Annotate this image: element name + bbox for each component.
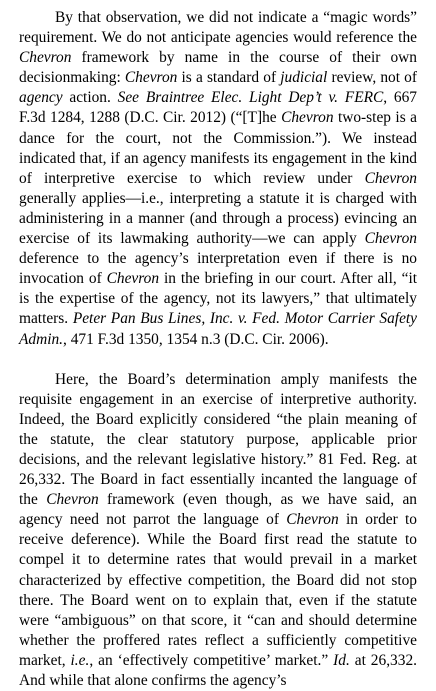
text-run: , an ‘effectively competitive’ market.” bbox=[89, 651, 334, 669]
italic-text-run: See Braintree Elec. Light Dep’t v. FERC bbox=[117, 89, 384, 107]
italic-text-run: Peter Pan Bus Lines, Inc. v. Fed. Motor Carrier Safety Admin. bbox=[19, 310, 418, 348]
text-run: in the briefing in our court. After all, “it is the expertise of the agency, not its lawyers,” that ultimately matters. bbox=[19, 270, 417, 328]
italic-text-run: i.e. bbox=[70, 651, 90, 669]
text-run: framework (even though, as we have said, an agency need not parrot the language of bbox=[19, 491, 418, 529]
text-run: in order to receive deference). While the Board first read the statute to compel it to determine rates that would prevail in a market characterized by effective competition, the Board did not stop there. The Board went on to explain that, even if the statute were “ambiguous” on that score, it “can and should determine whether the proffered rates reflect a sufficiently competitive market, bbox=[19, 511, 417, 669]
italic-text-run: judicial bbox=[280, 69, 328, 87]
italic-text-run: Chevron bbox=[46, 491, 99, 509]
italic-text-run: Chevron bbox=[281, 109, 334, 127]
text-run: framework by name in the course of their own decisionmaking: bbox=[19, 49, 417, 87]
text-run: Here, the Board’s determination amply manifests the requisite engagement in an exercise of interpretive authority. Indeed, the Board explicitly considered “the plain meaning of the statute, the clear statutory purpose, applicable prior decisions, and the relevant legislative history.” 81 Fed. Reg. at 26,332. The Board in fact essentially incanted the language of the bbox=[19, 370, 417, 509]
text-run: two-step is a dance for the court, not the Commission.”). We instead indicated that, if an agency manifests its engagement in the kind of interpretive exercise to which review under bbox=[19, 109, 417, 187]
paragraph-2 bbox=[19, 370, 417, 691]
italic-text-run: Chevron bbox=[364, 169, 417, 187]
text-run: action. bbox=[62, 89, 118, 107]
paragraph-1 bbox=[19, 8, 417, 350]
text-run: , 471 F.3d 1350, 1354 n.3 (D.C. Cir. 2006). bbox=[63, 330, 329, 348]
italic-text-run: Chevron bbox=[106, 270, 160, 288]
italic-text-run: Id. bbox=[333, 651, 350, 669]
italic-text-run: agency bbox=[19, 89, 63, 107]
italic-text-run: Chevron bbox=[364, 230, 417, 248]
italic-text-run: Chevron bbox=[286, 511, 339, 529]
text-run: deference to the agency’s interpretation even if there is no invocation of bbox=[19, 250, 417, 288]
text-run: at 26,332. And while that alone confirms the agency’s bbox=[19, 651, 417, 689]
italic-text-run: Chevron bbox=[19, 49, 72, 67]
text-run: generally applies—i.e., interpreting a statute it is charged with administering in a manner (and through a process) evincing an exercise of its lawmaking authority—we can apply bbox=[19, 189, 417, 248]
italic-text-run: Chevron bbox=[124, 69, 178, 87]
text-run: is a standard of bbox=[177, 69, 281, 87]
text-run: , 667 F.3d 1284, 1288 (D.C. Cir. 2012) (“[T]he bbox=[19, 89, 417, 127]
document-page bbox=[19, 8, 417, 691]
text-run: review, not of bbox=[327, 69, 417, 87]
text-run: By that observation, we did not indicate a “magic words” requirement. We do not anticipate agencies would reference the bbox=[19, 9, 417, 47]
